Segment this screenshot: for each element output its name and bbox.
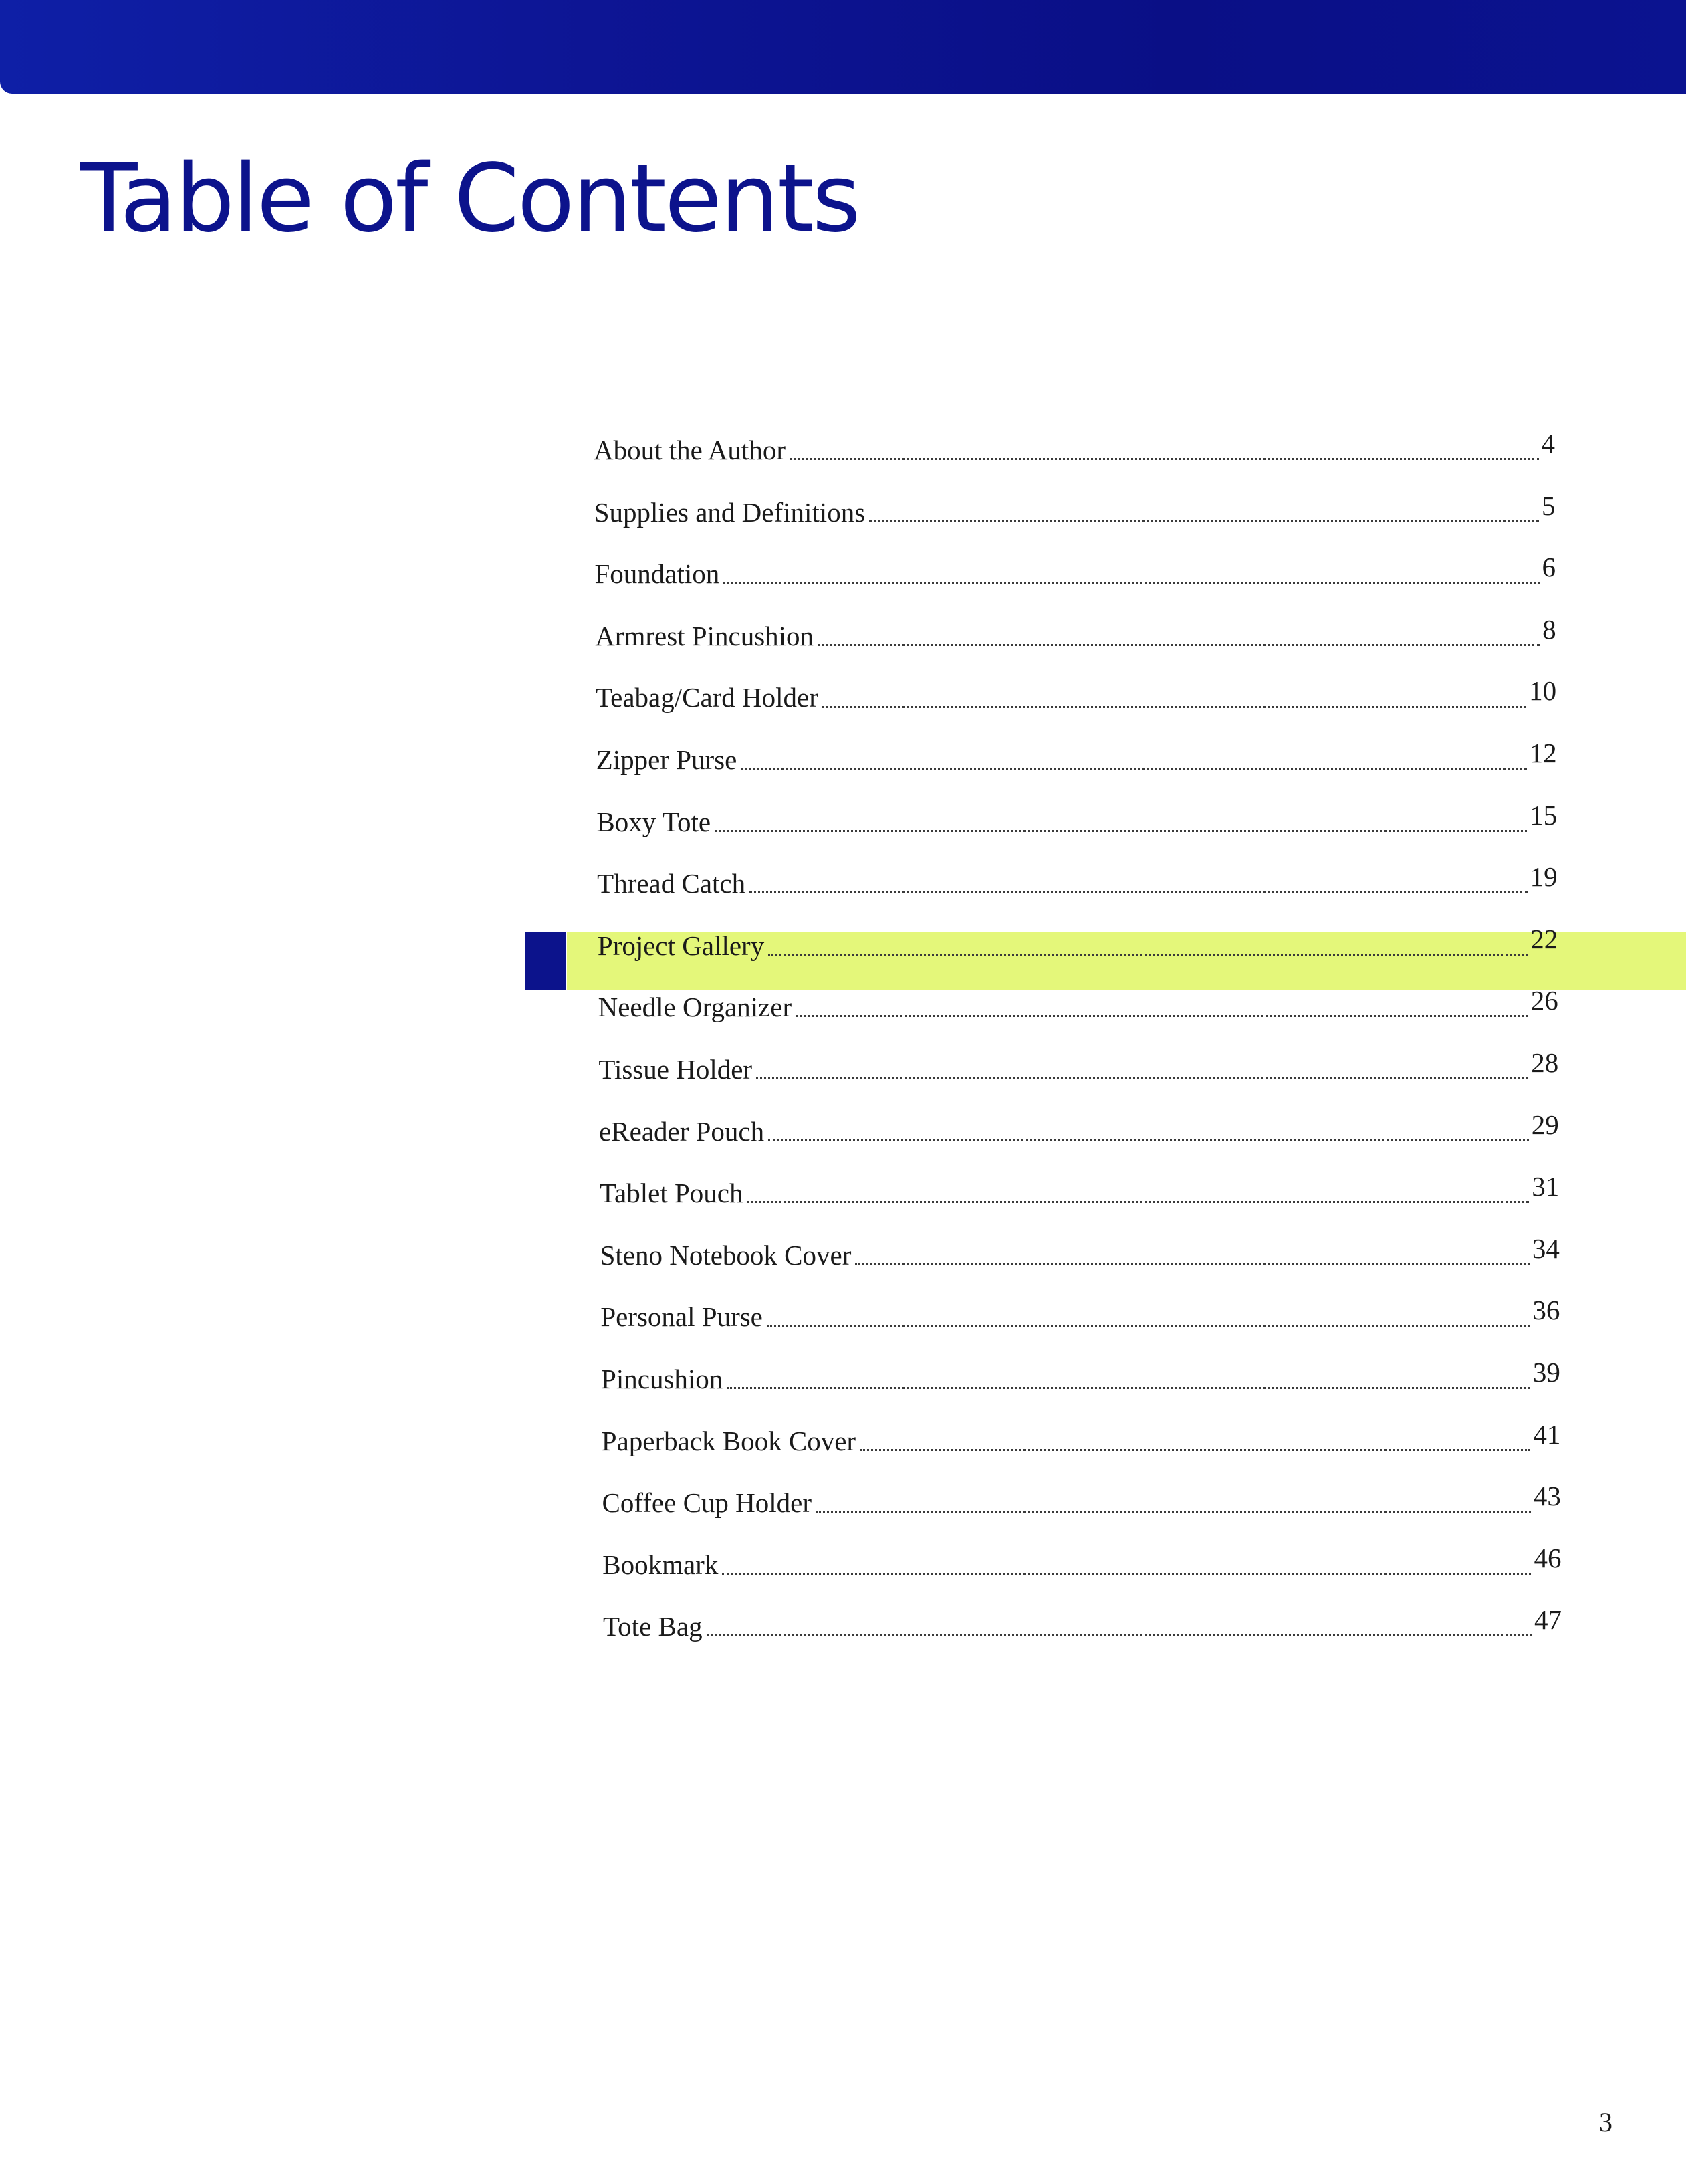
toc-entry[interactable] [0,536,1686,598]
toc-entry[interactable] [0,659,1686,722]
toc-entry-page-number: 29 [1531,1109,1559,1140]
dot-leader [749,878,1528,893]
toc-entry-title: Steno Notebook Cover [600,1239,852,1271]
toc-entry-line [598,985,1558,1023]
toc-entry-page-number: 15 [1530,799,1558,831]
dot-leader [855,1250,1529,1265]
toc-entry[interactable] [0,1588,1686,1650]
toc-entry-title: Paperback Book Cover [601,1425,856,1456]
toc-entry-line [598,1047,1559,1085]
toc-entry-line [594,552,1556,590]
toc-entry-title: Project Gallery [597,930,765,961]
toc-entry-line [596,799,1558,838]
toc-entry-page-number: 8 [1542,613,1556,645]
toc-entry-title: Bookmark [602,1549,719,1580]
toc-entry-line [596,737,1557,776]
toc-entry-line [594,428,1555,466]
toc-entry-page-number: 46 [1534,1542,1562,1573]
toc-entry-title: Tablet Pouch [599,1178,743,1209]
toc-entry-title: Teabag/Card Holder [595,682,818,714]
toc-entry-line [602,1481,1561,1519]
toc-entry-page-number: 34 [1532,1232,1560,1264]
toc-entry-line [595,675,1557,714]
toc-entry[interactable] [0,474,1686,536]
dot-leader [768,940,1528,956]
toc-entry-title: Needle Organizer [598,992,792,1023]
toc-entry-title: Supplies and Definitions [594,496,866,528]
toc-entry-page-number: 10 [1529,675,1557,707]
toc-entry-page-number: 43 [1533,1481,1561,1512]
toc-entry-title: Foundation [594,558,720,590]
dot-leader [768,1126,1529,1141]
dot-leader [747,1188,1529,1203]
toc-entry-line [599,1109,1559,1148]
toc-entry-title: Tote Bag [603,1611,703,1642]
page-number: 3 [1599,2107,1612,2137]
toc-entry-page-number: 19 [1530,861,1558,893]
toc-entry-title: eReader Pouch [599,1115,765,1147]
toc-entry[interactable] [0,784,1686,846]
toc-entry-page-number: 4 [1541,428,1555,459]
toc-entry-page-number: 28 [1531,1047,1559,1078]
toc-entry-title: Thread Catch [597,868,746,899]
toc-entry[interactable] [0,1031,1686,1093]
toc-entry-line [594,489,1556,528]
dot-leader [722,1559,1531,1575]
toc-entry-title: Zipper Purse [596,744,737,775]
toc-entry-page-number: 26 [1530,985,1558,1016]
toc-entry[interactable] [0,1403,1686,1465]
toc-entry-line [601,1418,1561,1457]
toc-entry-page-number: 12 [1529,737,1557,768]
dot-leader [818,631,1540,646]
toc-entry[interactable] [0,1155,1686,1217]
toc-entry-title: Boxy Tote [596,806,711,837]
toc-entry-page-number: 22 [1530,923,1558,954]
dot-leader [790,445,1539,460]
toc-entry[interactable] [0,412,1686,474]
toc-entry-line [599,1171,1560,1209]
dot-leader [869,507,1539,522]
toc-entry-line [595,613,1556,652]
dot-leader [767,1311,1530,1327]
toc-entry[interactable] [0,1279,1686,1341]
toc-entry-line [602,1542,1562,1581]
toc-entry-line [603,1604,1562,1642]
dot-leader [860,1436,1530,1451]
toc-entry[interactable] [0,1093,1686,1156]
toc-entry-page-number: 39 [1532,1356,1560,1388]
toc-entry[interactable] [0,1464,1686,1527]
toc-entry-line [597,923,1558,962]
dot-leader [741,754,1526,770]
toc-entry[interactable] [0,598,1686,660]
toc-entry[interactable] [0,722,1686,784]
dot-leader [715,816,1527,832]
toc-entry[interactable] [0,845,1686,907]
toc-entry-page-number: 31 [1532,1171,1560,1202]
dot-leader [727,1374,1530,1389]
header-color-band [0,0,1686,94]
dot-leader [756,1064,1528,1079]
toc-entry[interactable] [0,1341,1686,1403]
toc-entry-page-number: 41 [1533,1418,1561,1450]
toc-entry[interactable] [0,1217,1686,1279]
dot-leader [822,693,1526,708]
dot-leader [707,1621,1532,1636]
toc-entry-page-number: 47 [1534,1604,1562,1636]
dot-leader [723,568,1539,584]
toc-entry-line [600,1232,1560,1271]
table-of-contents [0,412,1686,1650]
dot-leader [796,1002,1528,1017]
toc-entry-title: Tissue Holder [598,1053,753,1085]
toc-entry-title: About the Author [594,435,786,465]
toc-entry-page-number: 36 [1532,1295,1560,1326]
toc-entry[interactable] [0,1527,1686,1589]
toc-entry-page-number: 6 [1542,552,1556,583]
toc-entry-title: Armrest Pincushion [595,620,814,651]
toc-entry-title: Coffee Cup Holder [602,1487,812,1519]
toc-entry-line [600,1295,1560,1333]
dot-leader [816,1497,1531,1513]
toc-entry-line [597,861,1558,899]
toc-entry-page-number: 5 [1542,489,1556,521]
toc-entry-title: Personal Purse [600,1301,763,1333]
toc-entry[interactable] [0,969,1686,1031]
toc-entry-title: Pincushion [601,1363,723,1394]
toc-entry-line [601,1356,1560,1395]
toc-entry-highlighted[interactable] [0,907,1686,970]
page-title: Table of Contents [80,144,859,253]
